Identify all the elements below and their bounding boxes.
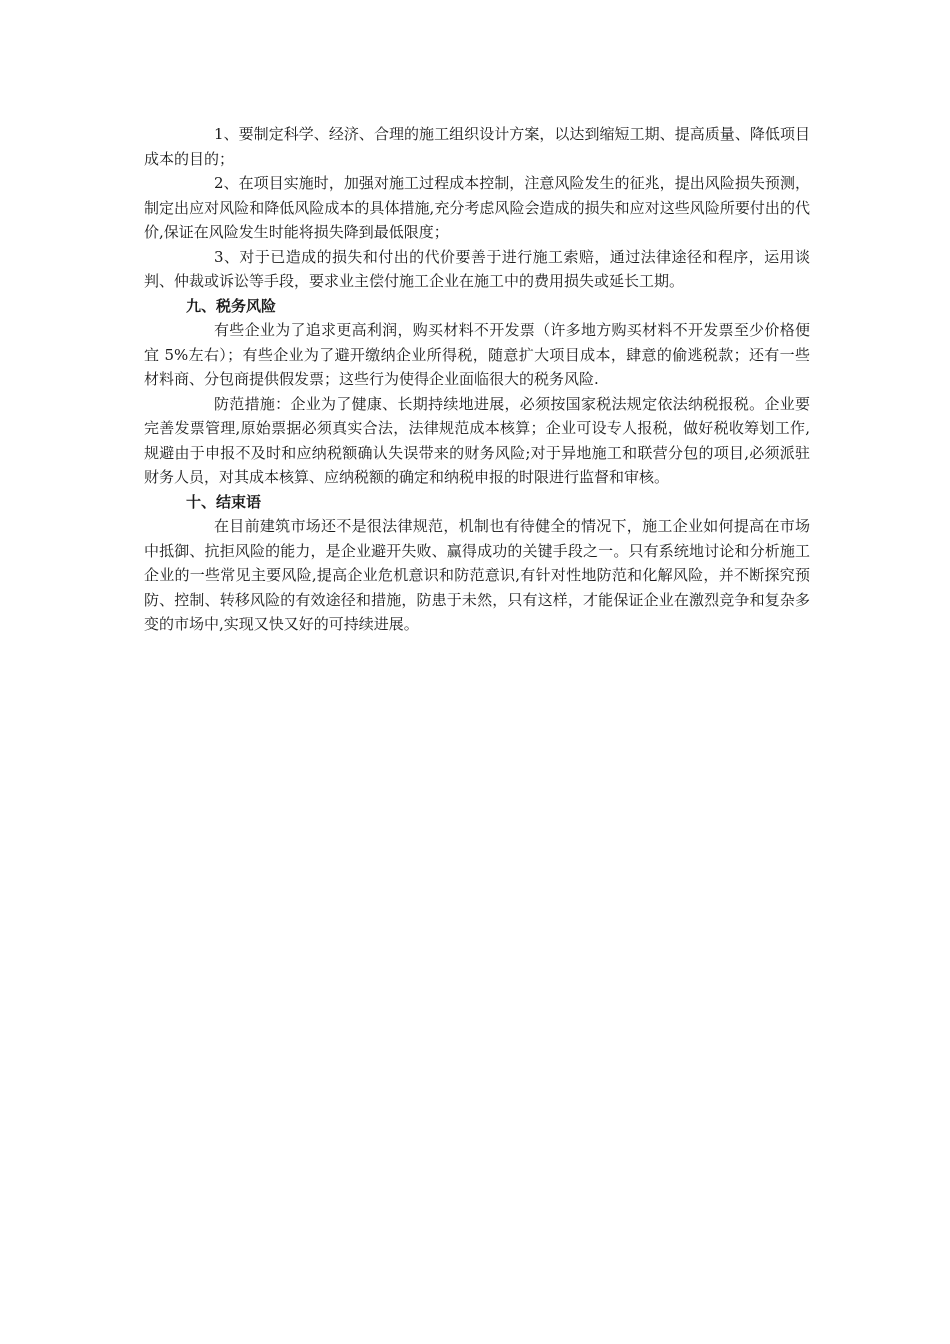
paragraph-measure-3: 3、对于已造成的损失和付出的代价要善于进行施工索赔，通过法律途径和程序，运用谈判、仲裁或诉讼等手段，要求业主偿付施工企业在施工中的费用损失或延长工期。 [144,247,810,290]
paragraph-measure-1: 1、要制定科学、经济、合理的施工组织设计方案，以达到缩短工期、提高质量、降低项目成本的目的； [144,125,810,168]
document-page [144,122,810,637]
paragraph-conclusion: 在目前建筑市场还不是很法律规范，机制也有待健全的情况下，施工企业如何提高在市场中抵御、抗拒风险的能力，是企业避开失败、赢得成功的关键手段之一。只有系统地讨论和分析施工企业的一些常见主要风险,提高企业危机意识和防范意识,有针对性地防范和化解风险，并不断探究预防、控制、转移风险的有效途径和措施，防患于未然，只有这样，才能保证企业在激烈竞争和复杂多变的市场中,实现又快又好的可持续进展。 [144,517,810,633]
paragraph-tax-risk: 有些企业为了追求更高利润，购买材料不开发票（许多地方购买材料不开发票至少价格便宜 5%左右）；有些企业为了避开缴纳企业所得税，随意扩大项目成本，肆意的偷逃税款；还有一些材料商、分包商提供假发票；这些行为使得企业面临很大的税务风险. [144,321,810,388]
section-heading-tax-risk: 九、税务风险 [186,296,277,315]
paragraph-prevention-measures: 防范措施：企业为了健康、长期持续地进展，必须按国家税法规定依法纳税报税。企业要完善发票管理,原始票据必须真实合法，法律规范成本核算；企业可设专人报税，做好税收筹划工作,规避由于申报不及时和应纳税额确认失误带来的财务风险;对于异地施工和联营分包的项目,必须派驻财务人员，对其成本核算、应纳税额的确定和纳税申报的时限进行监督和审核。 [144,394,810,486]
paragraph-measure-2: 2、在项目实施时，加强对施工过程成本控制，注意风险发生的征兆，提出风险损失预测，制定出应对风险和降低风险成本的具体措施,充分考虑风险会造成的损失和应对这些风险所要付出的代价,保证在风险发生时能将损失降到最低限度； [144,174,810,241]
section-heading-conclusion: 十、结束语 [186,492,262,511]
